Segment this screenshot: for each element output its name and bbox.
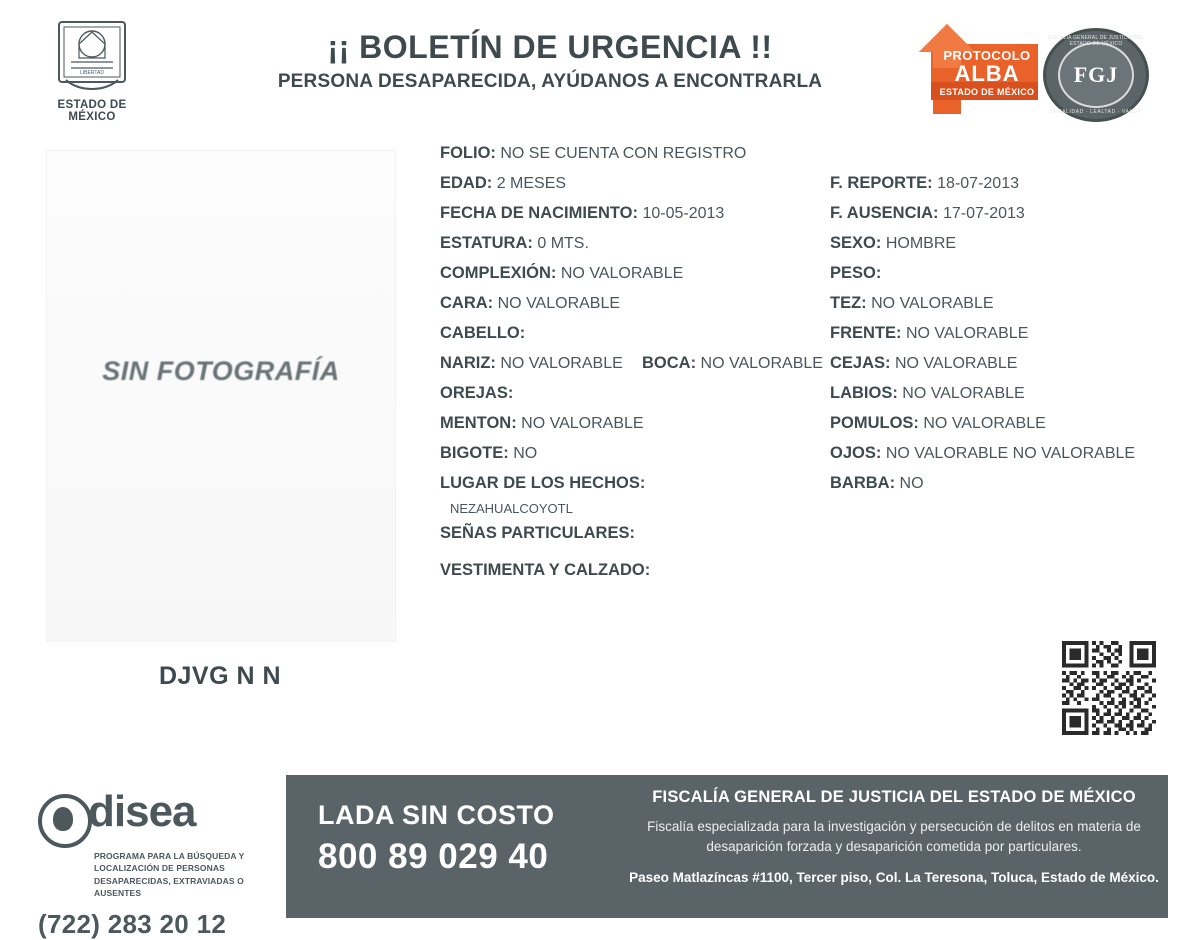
fgj-seal-inner [1058, 42, 1134, 108]
alba-line-1: PROTOCOLO [943, 48, 1031, 63]
cabello-label: CABELLO: [440, 324, 526, 342]
estatura-label: ESTATURA: [440, 234, 533, 252]
nariz-value: NO VALORABLE [500, 355, 623, 372]
field-cara [440, 294, 620, 313]
bigote-label: BIGOTE: [440, 444, 509, 462]
lugar-value: NEZAHUALCOYOTL [450, 501, 573, 516]
frente-label: FRENTE: [830, 324, 902, 342]
coat-of-arms-icon [49, 18, 135, 96]
field-lugar-hechos-value [450, 500, 573, 518]
ojos-value: NO VALORABLE NO VALORABLE [885, 445, 1136, 462]
complexion-label: COMPLEXIÓN: [440, 264, 557, 282]
field-peso [830, 264, 881, 283]
fiscalia-description: Fiscalía especializada para la investigación y persecución de delitos en materia de desaparición forzada y desaparición cometida por particulares. [647, 819, 1141, 854]
estatura-value: 0 MTS. [537, 235, 589, 252]
odisea-logo [38, 787, 288, 848]
photo-placeholder-label: SIN FOTOGRAFÍA [102, 356, 340, 386]
toll-free-block [318, 800, 618, 877]
field-labios [830, 384, 1025, 403]
field-cejas [830, 354, 1017, 373]
orejas-label: OREJAS: [440, 384, 514, 402]
svg-text:LIBERTAD: LIBERTAD [80, 70, 104, 76]
boca-label: BOCA: [642, 354, 697, 372]
senas-label: SEÑAS PARTICULARES: [440, 524, 635, 542]
odisea-subtitle: PROGRAMA PARA LA BÚSQUEDA Y LOCALIZACIÓN DE PERSONAS DESAPARECIDAS, EXTRAVIADAS O AUSENTES [94, 851, 245, 898]
fnac-value: 10-05-2013 [642, 205, 725, 222]
bigote-value: NO [513, 445, 538, 462]
peso-label: PESO: [830, 264, 882, 282]
lugar-label: LUGAR DE LOS HECHOS: [440, 474, 646, 492]
edad-label: EDAD: [440, 174, 493, 192]
field-folio [440, 144, 746, 163]
ojos-label: OJOS: [830, 444, 882, 462]
field-fecha-ausencia [830, 204, 1025, 223]
pomulos-value: NO VALORABLE [923, 415, 1046, 432]
title-block [200, 30, 900, 93]
labios-label: LABIOS: [830, 384, 898, 402]
edad-value: 2 MESES [496, 175, 567, 192]
field-ojos [830, 444, 1135, 463]
field-orejas [440, 384, 513, 403]
field-cabello [440, 324, 525, 343]
nariz-label: NARIZ: [440, 354, 496, 372]
fgj-seal [1043, 28, 1149, 122]
cejas-label: CEJAS: [830, 354, 891, 372]
field-bigote [440, 444, 537, 463]
fiscalia-address: Paseo Matlazíncas #1100, Tercer piso, Col. La Teresona, Toluca, Estado de México. [629, 870, 1159, 886]
crest-label: ESTADO DE MÉXICO [57, 99, 127, 123]
page-title: ¡¡ BOLETÍN DE URGENCIA !! [327, 29, 773, 65]
protocolo-alba-logo [903, 22, 1038, 114]
menton-value: NO VALORABLE [521, 415, 644, 432]
field-pomulos [830, 414, 1046, 433]
cejas-value: NO VALORABLE [894, 355, 1018, 372]
field-nariz [440, 354, 623, 373]
odisea-phone: (722) 283 20 12 [38, 909, 227, 940]
field-complexion [440, 264, 683, 283]
person-name: DJVG N N [158, 662, 282, 690]
field-vestimenta [440, 561, 650, 580]
field-fecha-reporte [830, 174, 1019, 193]
field-barba [830, 474, 924, 493]
folio-value: NO SE CUENTA CON REGISTRO [500, 145, 747, 162]
fausencia-label: F. AUSENCIA: [830, 204, 939, 222]
person-details [430, 138, 1188, 608]
fgj-ring-top-text: FISCALÍA GENERAL DE JUSTICIA DEL ESTADO DE MÉXICO [1047, 35, 1145, 47]
fnac-label: FECHA DE NACIMIENTO: [440, 204, 638, 222]
field-menton [440, 414, 644, 433]
tez-label: TEZ: [830, 294, 867, 312]
sexo-value: HOMBRE [885, 235, 957, 252]
field-edad [440, 174, 566, 193]
odisea-wordmark: disea [88, 787, 196, 836]
odisea-person-icon [38, 794, 92, 848]
tez-value: NO VALORABLE [871, 295, 994, 312]
field-senas-particulares [440, 524, 635, 543]
sexo-label: SEXO: [830, 234, 882, 252]
vestimenta-label: VESTIMENTA Y CALZADO: [440, 561, 651, 579]
fiscalia-title: FISCALÍA GENERAL DE JUSTICIA DEL ESTADO DE MÉXICO [652, 788, 1136, 806]
field-sexo [830, 234, 956, 253]
fgj-seal-outer [1043, 28, 1149, 122]
alba-line-2: ALBA [954, 61, 1020, 86]
qr-code [1062, 641, 1156, 735]
cara-label: CARA: [440, 294, 494, 312]
field-estatura [440, 234, 589, 253]
freporte-label: F. REPORTE: [830, 174, 933, 192]
document-header [0, 0, 1188, 122]
barba-label: BARBA: [830, 474, 896, 492]
labios-value: NO VALORABLE [902, 385, 1025, 402]
field-frente [830, 324, 1028, 343]
fgj-ring-bottom-text: LEGALIDAD · LEALTAD · VALOR [1050, 109, 1142, 115]
qr-code-icon [1062, 641, 1156, 735]
fgj-acronym: FGJ [1073, 62, 1119, 87]
frente-value: NO VALORABLE [905, 325, 1029, 342]
field-boca [642, 354, 823, 373]
field-tez [830, 294, 994, 313]
barba-value: NO [899, 475, 924, 492]
pomulos-label: POMULOS: [830, 414, 919, 432]
alba-line-3: ESTADO DE MÉXICO [939, 87, 1035, 97]
alba-text [939, 48, 1035, 97]
photo-placeholder [46, 150, 396, 642]
page-subtitle: PERSONA DESAPARECIDA, AYÚDANOS A ENCONTRARLA [277, 71, 823, 93]
fausencia-value: 17-07-2013 [942, 205, 1025, 222]
lada-number: 800 89 029 40 [318, 837, 549, 876]
field-lugar-hechos [440, 474, 645, 493]
lada-label: LADA SIN COSTO [318, 800, 555, 830]
menton-label: MENTON: [440, 414, 517, 432]
cara-value: NO VALORABLE [497, 295, 621, 312]
boca-value: NO VALORABLE [700, 355, 823, 372]
folio-label: FOLIO: [440, 144, 496, 162]
state-crest [38, 18, 146, 123]
complexion-value: NO VALORABLE [560, 265, 684, 282]
field-fecha-nacimiento [440, 204, 724, 223]
freporte-value: 18-07-2013 [937, 175, 1019, 192]
fiscalia-block [620, 788, 1168, 888]
